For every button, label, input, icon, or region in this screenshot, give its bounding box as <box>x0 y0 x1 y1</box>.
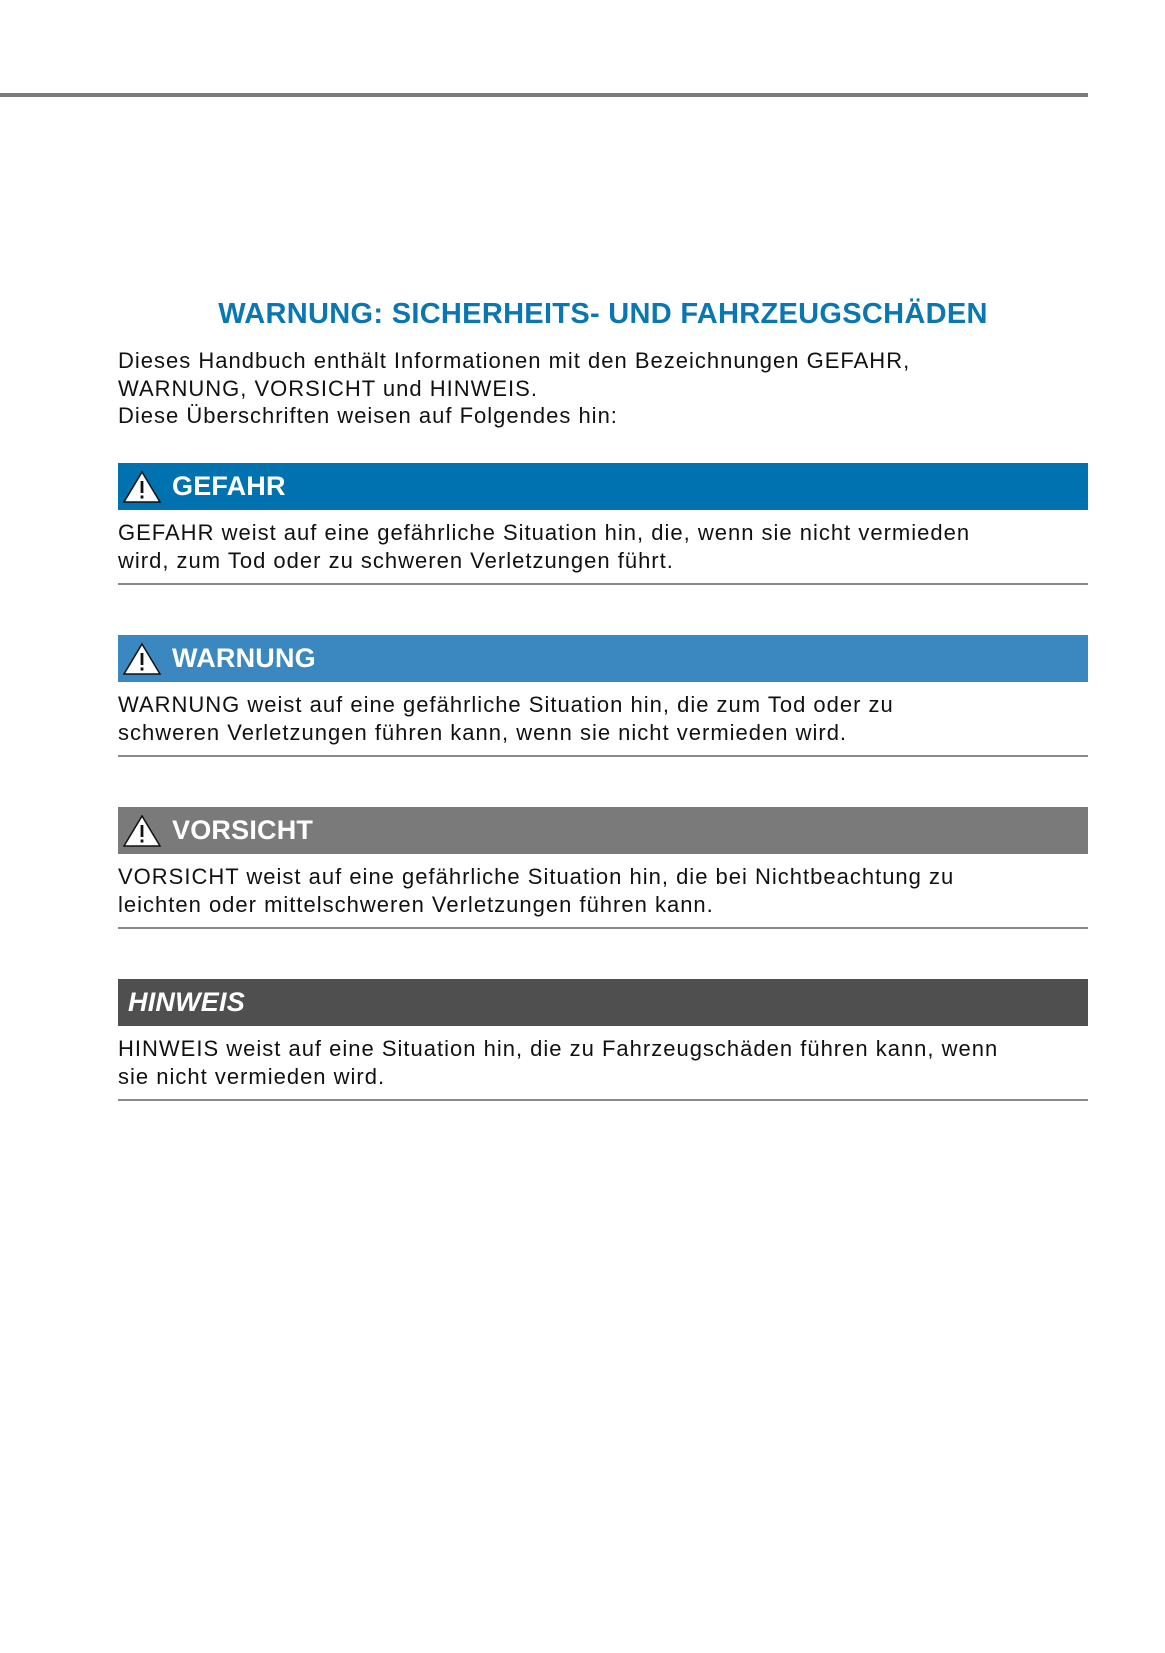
intro-line: Dieses Handbuch enthält Informationen mit den Bezeichnungen GEFAHR, <box>118 348 911 373</box>
description-line: schweren Verletzungen führen kann, wenn sie nicht vermieden wird. <box>118 719 848 745</box>
intro-text <box>118 347 910 430</box>
section-gefahr <box>118 463 1088 585</box>
warnung-label: WARNUNG <box>172 643 316 673</box>
intro-line: WARNUNG, VORSICHT und HINWEIS. <box>118 375 538 401</box>
hinweis-description <box>118 1035 1088 1090</box>
hinweis-header-bar <box>118 979 1088 1026</box>
section-divider <box>118 927 1088 929</box>
section-vorsicht <box>118 807 1088 929</box>
header-divider <box>0 93 1088 97</box>
warning-triangle-icon <box>122 470 162 504</box>
warning-triangle-icon <box>122 814 162 848</box>
warning-triangle-icon <box>122 642 162 676</box>
section-hinweis <box>118 979 1088 1101</box>
section-divider <box>118 583 1088 585</box>
page-title: WARNUNG: SICHERHEITS- UND FAHRZEUGSCHÄDEN <box>218 298 988 330</box>
description-line: VORSICHT weist auf eine gefährliche Situation hin, die bei Nichtbeachtung zu <box>118 864 955 889</box>
section-divider <box>118 755 1088 757</box>
vorsicht-header-bar <box>118 807 1088 854</box>
description-line: WARNUNG weist auf eine gefährliche Situation hin, die zum Tod oder zu <box>118 692 894 717</box>
hinweis-label: HINWEIS <box>128 987 245 1017</box>
vorsicht-description <box>118 863 1088 918</box>
warnung-description <box>118 691 1088 746</box>
gefahr-header-bar <box>118 463 1088 510</box>
description-line: leichten oder mittelschweren Verletzungen führen kann. <box>118 891 714 917</box>
gefahr-description <box>118 519 1088 574</box>
description-line: wird, zum Tod oder zu schweren Verletzungen führt. <box>118 547 674 573</box>
vorsicht-label: VORSICHT <box>172 815 314 845</box>
section-warnung <box>118 635 1088 757</box>
section-divider <box>118 1099 1088 1101</box>
description-line: GEFAHR weist auf eine gefährliche Situation hin, die, wenn sie nicht vermieden <box>118 520 971 545</box>
description-line: HINWEIS weist auf eine Situation hin, die zu Fahrzeugschäden führen kann, wenn <box>118 1036 999 1061</box>
gefahr-label: GEFAHR <box>172 471 286 501</box>
intro-line: Diese Überschriften weisen auf Folgendes hin: <box>118 403 618 428</box>
warnung-header-bar <box>118 635 1088 682</box>
description-line: sie nicht vermieden wird. <box>118 1063 386 1089</box>
